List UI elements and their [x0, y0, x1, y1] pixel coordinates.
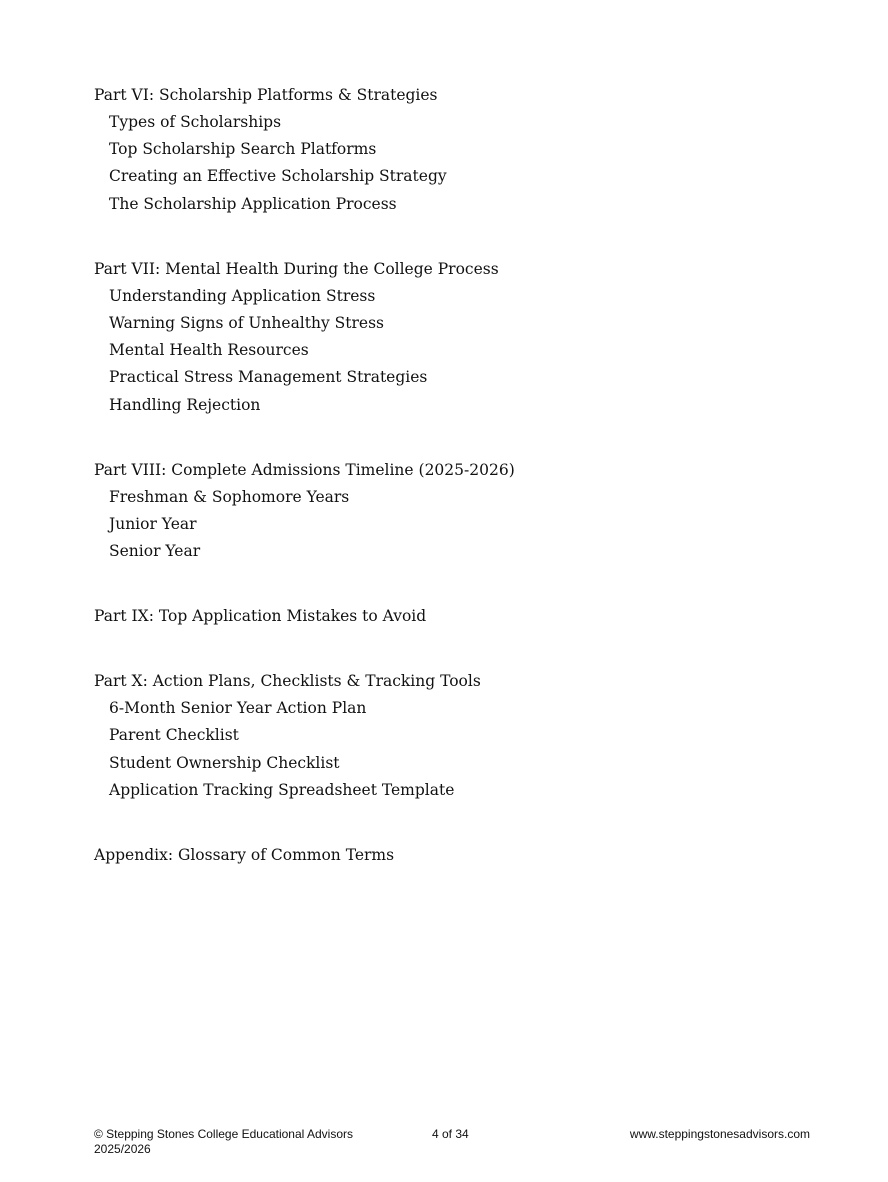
- toc-part-viii: [94, 457, 814, 566]
- toc-sub-item[interactable]: Creating an Effective Scholarship Strategy: [109, 167, 447, 186]
- toc-part-vi: [94, 82, 814, 218]
- toc-sub-item[interactable]: Senior Year: [109, 542, 201, 561]
- toc-sub-item[interactable]: Understanding Application Stress: [109, 286, 376, 305]
- toc-sub-item[interactable]: Student Ownership Checklist: [109, 753, 340, 772]
- toc-sub-item[interactable]: Freshman & Sophomore Years: [109, 487, 350, 506]
- table-of-contents: [94, 82, 814, 907]
- toc-part-title[interactable]: Part VI: Scholarship Platforms & Strategies: [94, 86, 438, 104]
- toc-part-title[interactable]: Part VII: Mental Health During the College Process: [94, 259, 499, 278]
- footer-year: 2025/2026: [94, 1142, 151, 1156]
- footer-website-link[interactable]: www.steppingstonesadvisors.com: [629, 1127, 810, 1141]
- toc-part-ix: [94, 603, 814, 630]
- footer-copyright: © Stepping Stones College Educational Advisors: [94, 1127, 354, 1141]
- toc-sub-item[interactable]: Top Scholarship Search Platforms: [109, 140, 377, 159]
- toc-sub-item[interactable]: Types of Scholarships: [109, 113, 282, 131]
- toc-part-x: [94, 668, 814, 804]
- toc-part-title[interactable]: Part IX: Top Application Mistakes to Avoid: [94, 607, 427, 626]
- toc-sub-item[interactable]: Application Tracking Spreadsheet Template: [109, 780, 455, 799]
- toc-sub-item[interactable]: Warning Signs of Unhealthy Stress: [109, 313, 384, 332]
- toc-sub-item[interactable]: Practical Stress Management Strategies: [109, 368, 428, 387]
- toc-part-title[interactable]: Appendix: Glossary of Common Terms: [94, 846, 395, 864]
- toc-sub-item[interactable]: Parent Checklist: [109, 726, 239, 745]
- toc-sub-item[interactable]: Handling Rejection: [109, 395, 261, 414]
- toc-part-title[interactable]: Part X: Action Plans, Checklists & Tracking Tools: [94, 672, 481, 691]
- toc-part-title[interactable]: Part VIII: Complete Admissions Timeline (2025-2026): [94, 460, 515, 479]
- footer-copyright-block: [94, 1127, 394, 1157]
- toc-part-vii: [94, 256, 814, 419]
- toc-sub-item[interactable]: Mental Health Resources: [109, 341, 309, 360]
- toc-sub-item[interactable]: The Scholarship Application Process: [109, 194, 397, 213]
- toc-sub-item[interactable]: 6-Month Senior Year Action Plan: [109, 699, 367, 718]
- toc-appendix: [94, 842, 814, 869]
- footer-page-number: 4 of 34: [432, 1127, 469, 1141]
- toc-sub-item[interactable]: Junior Year: [109, 514, 197, 533]
